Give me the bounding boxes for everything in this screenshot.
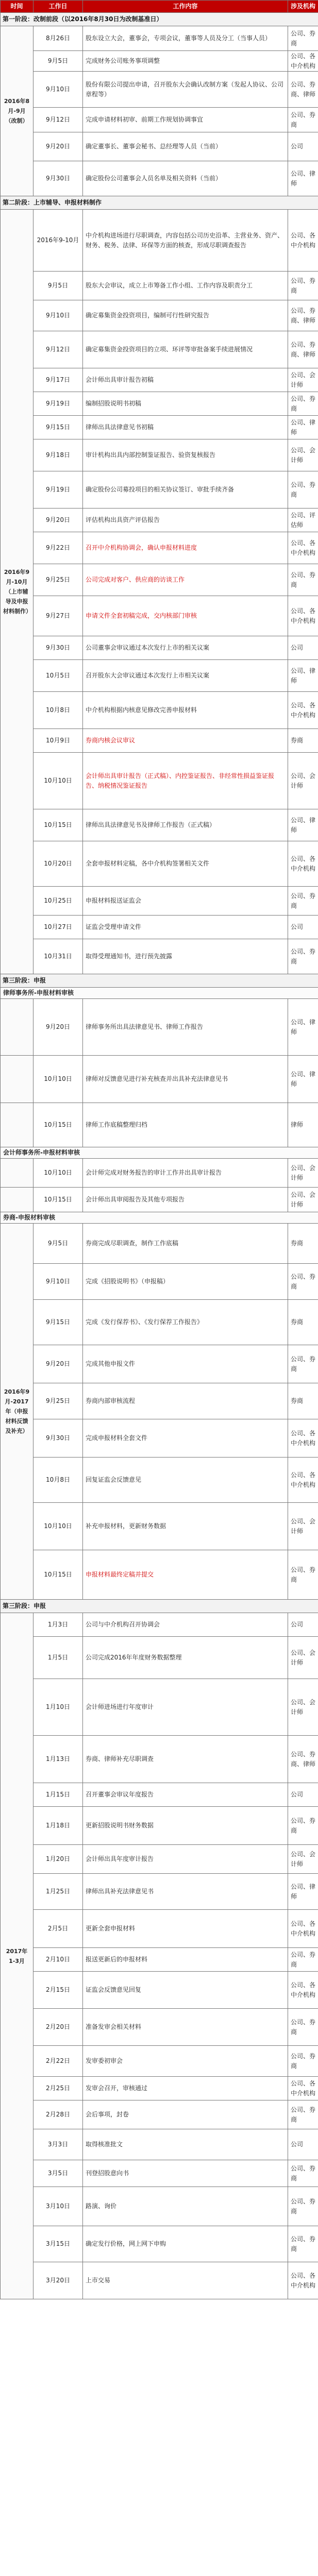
- table-row: [1, 1103, 318, 1147]
- workday-cell: 2月22日: [34, 2046, 83, 2077]
- workday-cell: 9月18日: [34, 439, 83, 471]
- subphase-title-row: [1, 988, 318, 999]
- table-row: [1, 2077, 318, 2100]
- table-row: [1, 2187, 318, 2226]
- workday-cell: 2月25日: [34, 2077, 83, 2100]
- header-workday: 工作日: [34, 1, 83, 13]
- workday-cell: 9月10日: [34, 1264, 83, 1300]
- workday-cell: 9月15日: [34, 416, 83, 439]
- institution-cell: 公司、各中介机构: [288, 692, 318, 729]
- institution-cell: 公司: [288, 1783, 318, 1807]
- workday-cell: 10月10日: [34, 753, 83, 809]
- work-content-cell: 律师出具法律意见书及律师工作报告（正式稿）: [83, 809, 288, 841]
- workday-cell: 1月3日: [34, 1613, 83, 1637]
- work-content-cell: 确定发行价格，网上网下申购: [83, 2226, 288, 2262]
- institution-cell: 公司: [288, 1613, 318, 1637]
- work-content-cell: 确定募集资金投资项目，编制可行性研究报告: [83, 300, 288, 331]
- institution-cell: 公司、各中介机构: [288, 210, 318, 272]
- work-content-cell: 全套申报材料定稿，各中介机构签署相关文件: [83, 841, 288, 887]
- work-content-cell: 券商、律师补充尽职调查: [83, 1736, 288, 1783]
- work-content-cell: 发审会召开，审核通过: [83, 2077, 288, 2100]
- institution-cell: 公司、会计师: [288, 1159, 318, 1188]
- work-content-cell: 上市交易: [83, 2262, 288, 2299]
- workday-cell: 9月20日: [34, 132, 83, 161]
- table-row: [1, 1679, 318, 1736]
- institution-cell: 公司、会计师: [288, 439, 318, 471]
- work-content-cell: 律师事务所出具法律意见书、律师工作报告: [83, 999, 288, 1056]
- subphase-title-row: [1, 1147, 318, 1159]
- institution-cell: 公司、律师: [288, 1056, 318, 1103]
- work-content-cell: 召开中介机构协调会，确认申报材料进度: [83, 532, 288, 564]
- work-content-cell: 申报材料报送证监会: [83, 887, 288, 916]
- work-content-cell: 更新全套申报材料: [83, 1910, 288, 1948]
- institution-cell: 公司: [288, 132, 318, 161]
- institution-cell: 公司、券商: [288, 392, 318, 416]
- work-content-cell: 评估机构出具资产评估报告: [83, 509, 288, 532]
- work-content-cell: 股东设立大会，董事会，专项会议，董事等人员及分工（当事人员）: [83, 26, 288, 51]
- table-row: [1, 1874, 318, 1910]
- institution-cell: 公司、各中介机构: [288, 1458, 318, 1503]
- work-content-cell: 召开股东大会审议通过本次发行上市相关议案: [83, 660, 288, 692]
- work-content-cell: 准备发审会相关材料: [83, 2009, 288, 2046]
- subphase-title: 律师事务所-申报材料审核: [1, 988, 318, 999]
- table-row: [1, 72, 318, 108]
- work-content-cell: 回复证监会反馈意见: [83, 1458, 288, 1503]
- table-row: [1, 2046, 318, 2077]
- workday-cell: 10月25日: [34, 887, 83, 916]
- institution-cell: 律师: [288, 1103, 318, 1147]
- work-content-cell: 会计师完成对财务报告的审计工作并出具审计报告: [83, 1159, 288, 1188]
- work-content-cell: 确定股份公司募投项目的相关协议签订、审批手续齐备: [83, 471, 288, 509]
- workday-cell: 9月5日: [34, 51, 83, 72]
- institution-cell: 公司、券商: [288, 939, 318, 974]
- workday-cell: 2016年9-10月: [34, 210, 83, 272]
- workday-cell: 9月25日: [34, 1383, 83, 1419]
- institution-cell: 公司、会计师: [288, 368, 318, 392]
- workday-cell: 9月15日: [34, 1300, 83, 1345]
- workday-cell: 10月9日: [34, 729, 83, 753]
- workday-cell: 1月10日: [34, 1679, 83, 1736]
- institution-cell: 公司、券商、律师: [288, 331, 318, 368]
- workday-cell: 9月5日: [34, 272, 83, 300]
- institution-cell: 公司、券商: [288, 2100, 318, 2129]
- workday-cell: 10月15日: [34, 1550, 83, 1600]
- institution-cell: 公司、券商: [288, 2226, 318, 2262]
- table-row: [1, 1188, 318, 1212]
- table-row: [1, 564, 318, 596]
- table-row: [1, 439, 318, 471]
- stage-label: 2016年8月-9月（改制）: [1, 26, 34, 196]
- work-content-cell: 券商完成尽职调查，制作工作底稿: [83, 1224, 288, 1264]
- workday-cell: 1月20日: [34, 1845, 83, 1874]
- table-header-row: [1, 1, 318, 13]
- institution-cell: 公司、各中介机构: [288, 596, 318, 636]
- stage-label: 2016年9月-10月（上市辅导及申报材料制作）: [1, 210, 34, 974]
- table-row: [1, 1637, 318, 1679]
- workday-cell: 10月15日: [34, 809, 83, 841]
- workday-cell: 2月15日: [34, 1972, 83, 2009]
- institution-cell: 公司、券商: [288, 564, 318, 596]
- workday-cell: 10月10日: [34, 1503, 83, 1550]
- institution-cell: 公司、各中介机构: [288, 51, 318, 72]
- work-content-cell: 申请文件全套初稿完成，交内核部门审核: [83, 596, 288, 636]
- institution-cell: 公司、会计师: [288, 1679, 318, 1736]
- workday-cell: 9月30日: [34, 1419, 83, 1458]
- institution-cell: 公司、律师: [288, 660, 318, 692]
- work-content-cell: 补充申报材料，更新财务数据: [83, 1503, 288, 1550]
- stage-empty: [1, 1159, 34, 1188]
- work-content-cell: 会计师进场进行年度审计: [83, 1679, 288, 1736]
- institution-cell: 券商: [288, 1383, 318, 1419]
- table-row: [1, 1056, 318, 1103]
- institution-cell: 公司、券商: [288, 1264, 318, 1300]
- work-content-cell: 中介机构进场进行尽职调查，内容包括公司历史沿革、主营业务、资产、财务、税务、法律、环保等方面的核查，形成尽职调查报告: [83, 210, 288, 272]
- work-content-cell: 路演、询价: [83, 2187, 288, 2226]
- table-row: [1, 26, 318, 51]
- workday-cell: 10月5日: [34, 660, 83, 692]
- institution-cell: 公司、各中介机构: [288, 1419, 318, 1458]
- subphase-title: 券商-申报材料审核: [1, 1212, 318, 1224]
- table-row: [1, 416, 318, 439]
- workday-cell: 9月19日: [34, 392, 83, 416]
- workday-cell: 1月15日: [34, 1783, 83, 1807]
- workday-cell: 9月19日: [34, 471, 83, 509]
- table-row: [1, 939, 318, 974]
- phase-title: 第三阶段：申报: [1, 974, 318, 988]
- work-content-cell: 会计师出具年度审计报告: [83, 1845, 288, 1874]
- table-row: [1, 368, 318, 392]
- workday-cell: 3月20日: [34, 2262, 83, 2299]
- table-row: [1, 2262, 318, 2299]
- workday-cell: 9月30日: [34, 161, 83, 196]
- institution-cell: 公司、券商: [288, 2009, 318, 2046]
- table-row: [1, 887, 318, 916]
- table-row: [1, 1458, 318, 1503]
- institution-cell: 公司、各中介机构: [288, 2077, 318, 2100]
- workday-cell: 3月15日: [34, 2226, 83, 2262]
- table-row: [1, 1224, 318, 1264]
- workday-cell: 10月15日: [34, 1188, 83, 1212]
- table-row: [1, 1383, 318, 1419]
- header-institutions: 涉及机构: [288, 1, 318, 13]
- workday-cell: 10月20日: [34, 841, 83, 887]
- work-content-cell: 中介机构根据内核意见修改完善申报材料: [83, 692, 288, 729]
- workday-cell: 9月30日: [34, 636, 83, 660]
- workday-cell: 2月10日: [34, 1948, 83, 1972]
- work-content-cell: 公司董事会审议通过本次发行上市的相关议案: [83, 636, 288, 660]
- table-row: [1, 636, 318, 660]
- table-row: [1, 509, 318, 532]
- phase-title: 第三阶段：申报: [1, 1600, 318, 1613]
- table-row: [1, 1736, 318, 1783]
- table-row: [1, 1300, 318, 1345]
- stage-label: 2016年9月-2017年（申报材料反馈及补充）: [1, 1224, 34, 1600]
- table-row: [1, 692, 318, 729]
- table-row: [1, 300, 318, 331]
- institution-cell: 公司、各中介机构: [288, 841, 318, 887]
- institution-cell: 公司、评估师: [288, 509, 318, 532]
- institution-cell: 公司、律师: [288, 416, 318, 439]
- phase-title-row: [1, 196, 318, 210]
- workday-cell: 9月27日: [34, 596, 83, 636]
- workday-cell: 9月25日: [34, 564, 83, 596]
- work-content-cell: 刊登招股意向书: [83, 2160, 288, 2187]
- table-row: [1, 51, 318, 72]
- table-row: [1, 210, 318, 272]
- work-content-cell: 证监会受理申请文件: [83, 916, 288, 939]
- workday-cell: 10月10日: [34, 1056, 83, 1103]
- table-row: [1, 1948, 318, 1972]
- table-row: [1, 1783, 318, 1807]
- institution-cell: 公司: [288, 636, 318, 660]
- workday-cell: 10月10日: [34, 1159, 83, 1188]
- work-content-cell: 完成申请材料初审、前期工作规划协调事宜: [83, 108, 288, 132]
- workday-cell: 10月15日: [34, 1103, 83, 1147]
- workday-cell: 9月22日: [34, 532, 83, 564]
- work-content-cell: 报送更新后的申报材料: [83, 1948, 288, 1972]
- subphase-title-row: [1, 1212, 318, 1224]
- table-row: [1, 729, 318, 753]
- table-row: [1, 471, 318, 509]
- institution-cell: 公司、各中介机构: [288, 1910, 318, 1948]
- phase-title: 第二阶段：上市辅导、申报材料制作: [1, 196, 318, 210]
- institution-cell: 公司、券商: [288, 471, 318, 509]
- work-content-cell: 更新招股说明书财务数据: [83, 1807, 288, 1845]
- institution-cell: 公司、券商: [288, 887, 318, 916]
- institution-cell: 公司、会计师: [288, 1637, 318, 1679]
- institution-cell: 公司、律师: [288, 1874, 318, 1910]
- table-row: [1, 1845, 318, 1874]
- workday-cell: 10月8日: [34, 1458, 83, 1503]
- workday-cell: 9月17日: [34, 368, 83, 392]
- stage-empty: [1, 1056, 34, 1103]
- institution-cell: 公司、会计师: [288, 1188, 318, 1212]
- workday-cell: 2月5日: [34, 1910, 83, 1948]
- work-content-cell: 完成《发行保荐书》、《发行保荐工作报告》: [83, 1300, 288, 1345]
- workday-cell: 1月25日: [34, 1874, 83, 1910]
- workday-cell: 3月5日: [34, 2160, 83, 2187]
- work-content-cell: 券商内部审核流程: [83, 1383, 288, 1419]
- phase-title-row: [1, 974, 318, 988]
- institution-cell: 公司、律师: [288, 809, 318, 841]
- stage-label: 2017年1-3月: [1, 1613, 34, 2299]
- stage-empty: [1, 1188, 34, 1212]
- workday-cell: 3月10日: [34, 2187, 83, 2226]
- stage-empty: [1, 1103, 34, 1147]
- table-row: [1, 1972, 318, 2009]
- workday-cell: 9月5日: [34, 1224, 83, 1264]
- work-content-cell: 律师工作底稿整理归档: [83, 1103, 288, 1147]
- work-content-cell: 券商内核会议审议: [83, 729, 288, 753]
- workday-cell: 1月18日: [34, 1807, 83, 1845]
- institution-cell: 公司、券商、律师: [288, 300, 318, 331]
- institution-cell: 券商: [288, 729, 318, 753]
- institution-cell: 公司、券商: [288, 1948, 318, 1972]
- table-row: [1, 2226, 318, 2262]
- workday-cell: 10月31日: [34, 939, 83, 974]
- work-content-cell: 会计师出具审计报告初稿: [83, 368, 288, 392]
- table-row: [1, 1613, 318, 1637]
- work-content-cell: 完成财务公司账务事项调整: [83, 51, 288, 72]
- table-row: [1, 2009, 318, 2046]
- institution-cell: 公司、券商: [288, 1550, 318, 1600]
- phase-title-row: [1, 13, 318, 26]
- header-time: 时间: [1, 1, 34, 13]
- institution-cell: 公司、券商、律师: [288, 72, 318, 108]
- table-row: [1, 841, 318, 887]
- table-row: [1, 1264, 318, 1300]
- work-content-cell: 召开董事会审议年度报告: [83, 1783, 288, 1807]
- stage-empty: [1, 999, 34, 1056]
- work-content-cell: 取得核准批文: [83, 2129, 288, 2160]
- institution-cell: 公司、券商: [288, 1807, 318, 1845]
- work-content-cell: 取得受理通知书，进行预先披露: [83, 939, 288, 974]
- workday-cell: 2月20日: [34, 2009, 83, 2046]
- institution-cell: 公司、券商: [288, 26, 318, 51]
- institution-cell: 公司、券商: [288, 2046, 318, 2077]
- institution-cell: 公司: [288, 2129, 318, 2160]
- work-content-cell: 公司完成2016年年度财务数据整理: [83, 1637, 288, 1679]
- table-row: [1, 1503, 318, 1550]
- work-content-cell: 证监会反馈意见回复: [83, 1972, 288, 2009]
- workday-cell: 9月10日: [34, 72, 83, 108]
- workday-cell: 9月10日: [34, 300, 83, 331]
- work-content-cell: 股份有限公司提出申请，召开股东大会确认改制方案（发起人协议、公司章程等）: [83, 72, 288, 108]
- workday-cell: 10月8日: [34, 692, 83, 729]
- institution-cell: 公司: [288, 916, 318, 939]
- table-row: [1, 108, 318, 132]
- table-row: [1, 596, 318, 636]
- work-content-cell: 会后事项，封卷: [83, 2100, 288, 2129]
- workday-cell: 8月26日: [34, 26, 83, 51]
- table-row: [1, 132, 318, 161]
- workday-cell: 9月12日: [34, 108, 83, 132]
- table-row: [1, 532, 318, 564]
- workday-cell: 10月27日: [34, 916, 83, 939]
- table-row: [1, 753, 318, 809]
- phase-title-row: [1, 1600, 318, 1613]
- table-row: [1, 809, 318, 841]
- work-content-cell: 完成其他申报文件: [83, 1345, 288, 1383]
- work-content-cell: 律师对反馈意见进行补充核查并出具补充法律意见书: [83, 1056, 288, 1103]
- phase-title: 第一阶段：改制前段（以2016年8月30日为改制基准日）: [1, 13, 318, 26]
- institution-cell: 公司、券商、律师: [288, 1736, 318, 1783]
- work-content-cell: 股东大会审议，成立上市筹备工作小组、工作内容及职责分工: [83, 272, 288, 300]
- work-content-cell: 会计师出具审计报告（正式稿）、内控鉴证报告、非经常性损益鉴证报告、纳税情况鉴证报告: [83, 753, 288, 809]
- institution-cell: 券商: [288, 1224, 318, 1264]
- workday-cell: 9月20日: [34, 1345, 83, 1383]
- workday-cell: 9月20日: [34, 509, 83, 532]
- work-content-cell: 审计机构出具内部控制鉴证报告、验资复核报告: [83, 439, 288, 471]
- institution-cell: 公司、会计师: [288, 1503, 318, 1550]
- institution-cell: 公司、会计师: [288, 753, 318, 809]
- institution-cell: 公司、券商: [288, 2160, 318, 2187]
- table-row: [1, 1550, 318, 1600]
- table-row: [1, 999, 318, 1056]
- institution-cell: 公司、券商: [288, 108, 318, 132]
- table-row: [1, 916, 318, 939]
- work-content-cell: 编制招股说明书初稿: [83, 392, 288, 416]
- institution-cell: 公司、律师: [288, 999, 318, 1056]
- institution-cell: 公司、券商: [288, 272, 318, 300]
- work-content-cell: 完成《招股说明书》（申报稿）: [83, 1264, 288, 1300]
- work-content-cell: 确定股份公司董事会人员名单及相关资料（当前）: [83, 161, 288, 196]
- workday-cell: 2月28日: [34, 2100, 83, 2129]
- work-content-cell: 律师出具补充法律意见书: [83, 1874, 288, 1910]
- header-work-content: 工作内容: [83, 1, 288, 13]
- institution-cell: 公司、各中介机构: [288, 1972, 318, 2009]
- table-row: [1, 331, 318, 368]
- workday-cell: 9月12日: [34, 331, 83, 368]
- workday-cell: 3月3日: [34, 2129, 83, 2160]
- work-content-cell: 律师出具法律意见书初稿: [83, 416, 288, 439]
- work-content-cell: 确定董事长、董事会秘书、总经理等人员（当前）: [83, 132, 288, 161]
- work-content-cell: 完成申报材料全套文件: [83, 1419, 288, 1458]
- institution-cell: 公司、各中介机构: [288, 2262, 318, 2299]
- institution-cell: 券商: [288, 1300, 318, 1345]
- work-content-cell: 会计师出具审阅报告及其他专项报告: [83, 1188, 288, 1212]
- institution-cell: 公司、律师: [288, 161, 318, 196]
- work-content-cell: 申报材料最终定稿并提交: [83, 1550, 288, 1600]
- table-row: [1, 272, 318, 300]
- subphase-title: 会计师事务所-申报材料审核: [1, 1147, 318, 1159]
- table-row: [1, 2129, 318, 2160]
- work-content-cell: 确定募集资金投资项目的立项、环评等审批备案手续进展情况: [83, 331, 288, 368]
- workday-cell: 1月5日: [34, 1637, 83, 1679]
- institution-cell: 公司、会计师: [288, 1845, 318, 1874]
- table-row: [1, 2160, 318, 2187]
- table-row: [1, 1159, 318, 1188]
- table-row: [1, 392, 318, 416]
- institution-cell: 公司、各中介机构: [288, 532, 318, 564]
- work-content-cell: 公司与中介机构召开协调会: [83, 1613, 288, 1637]
- workday-cell: 9月20日: [34, 999, 83, 1056]
- work-content-cell: 公司完成对客户、供应商的访谈工作: [83, 564, 288, 596]
- institution-cell: 公司、券商: [288, 2187, 318, 2226]
- table-row: [1, 1419, 318, 1458]
- institution-cell: 公司、券商: [288, 1345, 318, 1383]
- work-content-cell: 发审委初审会: [83, 2046, 288, 2077]
- table-row: [1, 1910, 318, 1948]
- table-row: [1, 161, 318, 196]
- table-row: [1, 2100, 318, 2129]
- table-row: [1, 1345, 318, 1383]
- workday-cell: 1月13日: [34, 1736, 83, 1783]
- table-row: [1, 1807, 318, 1845]
- table-row: [1, 660, 318, 692]
